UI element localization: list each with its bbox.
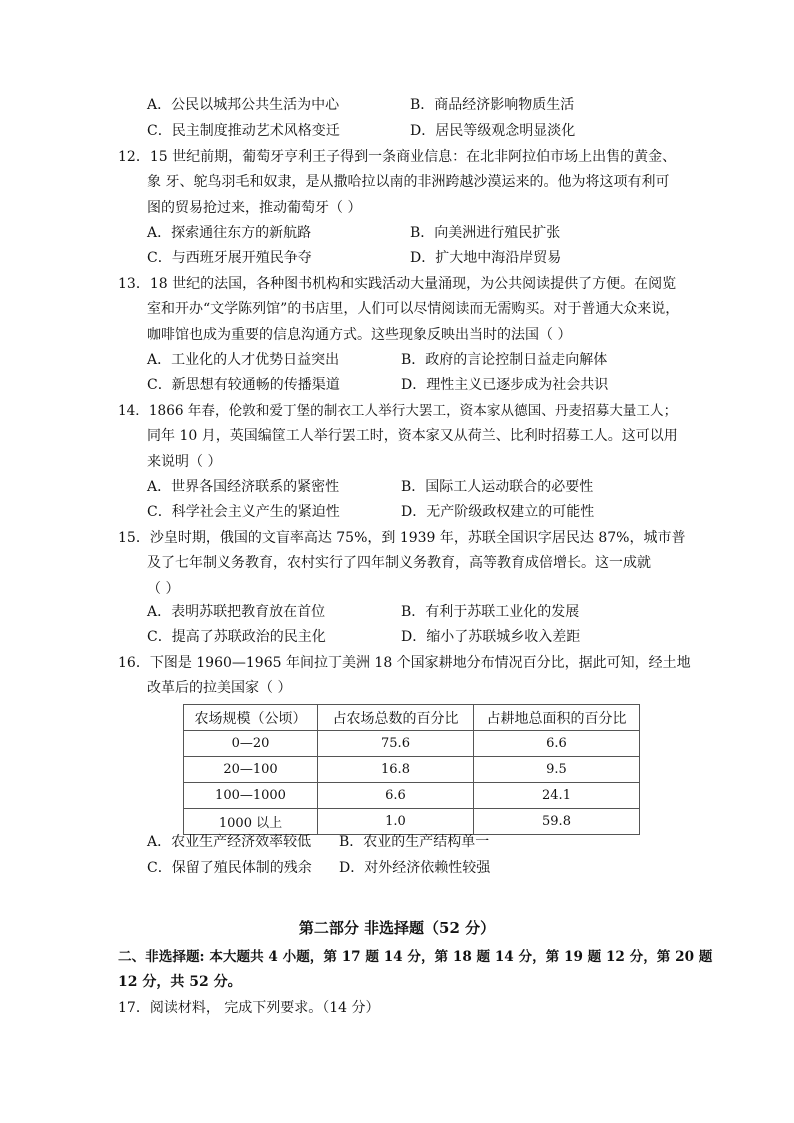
q16-option-c: C．保留了殖民体制的残余 [147, 860, 312, 876]
q12-option-b: B．向美洲进行殖民扩张 [410, 225, 561, 241]
table-cell: 16.8 [318, 757, 474, 783]
q13-option-a: A．工业化的人才优势日益突出 [147, 352, 340, 368]
table-header-cell: 农场规模（公顷） [184, 705, 318, 731]
q15-option-a: A．表明苏联把教育放在首位 [147, 604, 326, 620]
table-cell: 20—100 [184, 757, 318, 783]
q13-stem-line-2: 室和开办“文学陈列馆”的书店里，人们可以尽情阅读而无需购买。对于普通大众来说， [147, 301, 680, 317]
q11-option-b: B．商品经济影响物质生活 [410, 97, 575, 113]
table-cell: 100—1000 [184, 783, 318, 809]
table-header-row [184, 705, 640, 731]
table-cell: 6.6 [474, 731, 640, 757]
table-cell: 6.6 [318, 783, 474, 809]
q14-stem-line-1: 14．1866 年春，伦敦和爱丁堡的制衣工人举行大罢工，资本家从德国、丹麦招募大量工人； [118, 403, 678, 419]
q14-option-a: A．世界各国经济联系的紧密性 [147, 479, 340, 495]
q14-option-d: D．无产阶级政权建立的可能性 [401, 504, 595, 520]
q16-stem-line-2: 改革后的拉美国家（ ） [147, 680, 292, 696]
q12-stem-line-3: 图的贸易抢过来，推动葡萄牙（ ） [147, 200, 362, 216]
table-cell: 9.5 [474, 757, 640, 783]
q12-option-c: C．与西班牙展开殖民争夺 [147, 250, 312, 266]
q14-stem-line-3: 来说明（ ） [147, 454, 222, 470]
table-header-cell: 占耕地总面积的百分比 [474, 705, 640, 731]
q13-option-b: B．政府的言论控制日益走向解体 [401, 352, 608, 368]
table-header-cell: 占农场总数的百分比 [318, 705, 474, 731]
q14-option-c: C．科学社会主义产生的紧迫性 [147, 504, 340, 520]
table-cell: 59.8 [474, 809, 640, 835]
table-cell: 75.6 [318, 731, 474, 757]
table-cell: 24.1 [474, 783, 640, 809]
q16-stem-line-1: 16．下图是 1960—1965 年间拉丁美洲 18 个国家耕地分布情况百分比，据此可知，经土地 [118, 655, 691, 671]
part-two-intro-line-1: 二、非选择题: 本大题共 4 小题，第 17 题 14 分，第 18 题 14 分，第 19 题 12 分，第 20 题 [118, 949, 713, 965]
q14-option-b: B．国际工人运动联合的必要性 [401, 479, 594, 495]
q15-stem-line-2: 及了七年制义务教育，农村实行了四年制义务教育，高等教育成倍增长。这一成就 [147, 555, 651, 571]
q13-stem-line-1: 13．18 世纪的法国，各种图书机构和实践活动大量涌现，为公共阅读提供了方便。在阅览 [118, 276, 677, 292]
q13-option-c: C．新思想有较通畅的传播渠道 [147, 377, 340, 393]
q15-stem-line-3: （ ） [147, 581, 180, 597]
q17-heading: 17．阅读材料， 完成下列要求。（14 分） [118, 1000, 380, 1016]
table-cell: 1.0 [318, 809, 474, 835]
part-two-title: 第二部分 非选择题（52 分） [298, 919, 496, 937]
q16-option-d: D．对外经济依赖性较强 [339, 860, 491, 876]
q15-stem-line-1: 15．沙皇时期，俄国的文盲率高达 75%，到 1939 年，苏联全国识字居民达 87%，城市普 [118, 530, 686, 546]
table-row [184, 731, 640, 757]
table-cell: 1000 以上 [184, 809, 318, 835]
part-two-intro-line-2: 12 分，共 52 分。 [118, 974, 242, 990]
q13-option-d: D．理性主义已逐步成为社会共识 [401, 377, 609, 393]
farm-distribution-table [183, 704, 640, 835]
q11-option-c: C．民主制度推动艺术风格变迁 [147, 123, 340, 139]
table-cell: 0—20 [184, 731, 318, 757]
q11-option-d: D．居民等级观念明显淡化 [410, 123, 576, 139]
q12-option-a: A．探索通往东方的新航路 [147, 225, 312, 241]
q15-option-b: B．有利于苏联工业化的发展 [401, 604, 580, 620]
q12-stem-line-2: 象 牙、鸵鸟羽毛和奴隶，是从撒哈拉以南的非洲跨越沙漠运来的。他为将这项有利可 [147, 174, 670, 190]
q14-stem-line-2: 同年 10 月，英国编筐工人举行罢工时，资本家又从荷兰、比利时招募工人。这可以用 [147, 428, 678, 444]
q12-option-d: D．扩大地中海沿岸贸易 [410, 250, 562, 266]
q11-option-a: A．公民以城邦公共生活为中心 [147, 97, 340, 113]
q16-option-b: B．农业的生产结构单一 [339, 834, 490, 850]
q15-option-d: D．缩小了苏联城乡收入差距 [401, 629, 581, 645]
table-row [184, 783, 640, 809]
q13-stem-line-3: 咖啡馆也成为重要的信息沟通方式。这些现象反映出当时的法国（ ） [147, 327, 572, 343]
q12-stem-line-1: 12．15 世纪前期，葡萄牙亨利王子得到一条商业信息：在北非阿拉伯市场上出售的黄金、 [118, 149, 677, 165]
q16-option-a: A．农业生产经济效率较低 [147, 834, 312, 850]
table-row [184, 809, 640, 835]
table-row [184, 757, 640, 783]
q15-option-c: C．提高了苏联政治的民主化 [147, 629, 326, 645]
